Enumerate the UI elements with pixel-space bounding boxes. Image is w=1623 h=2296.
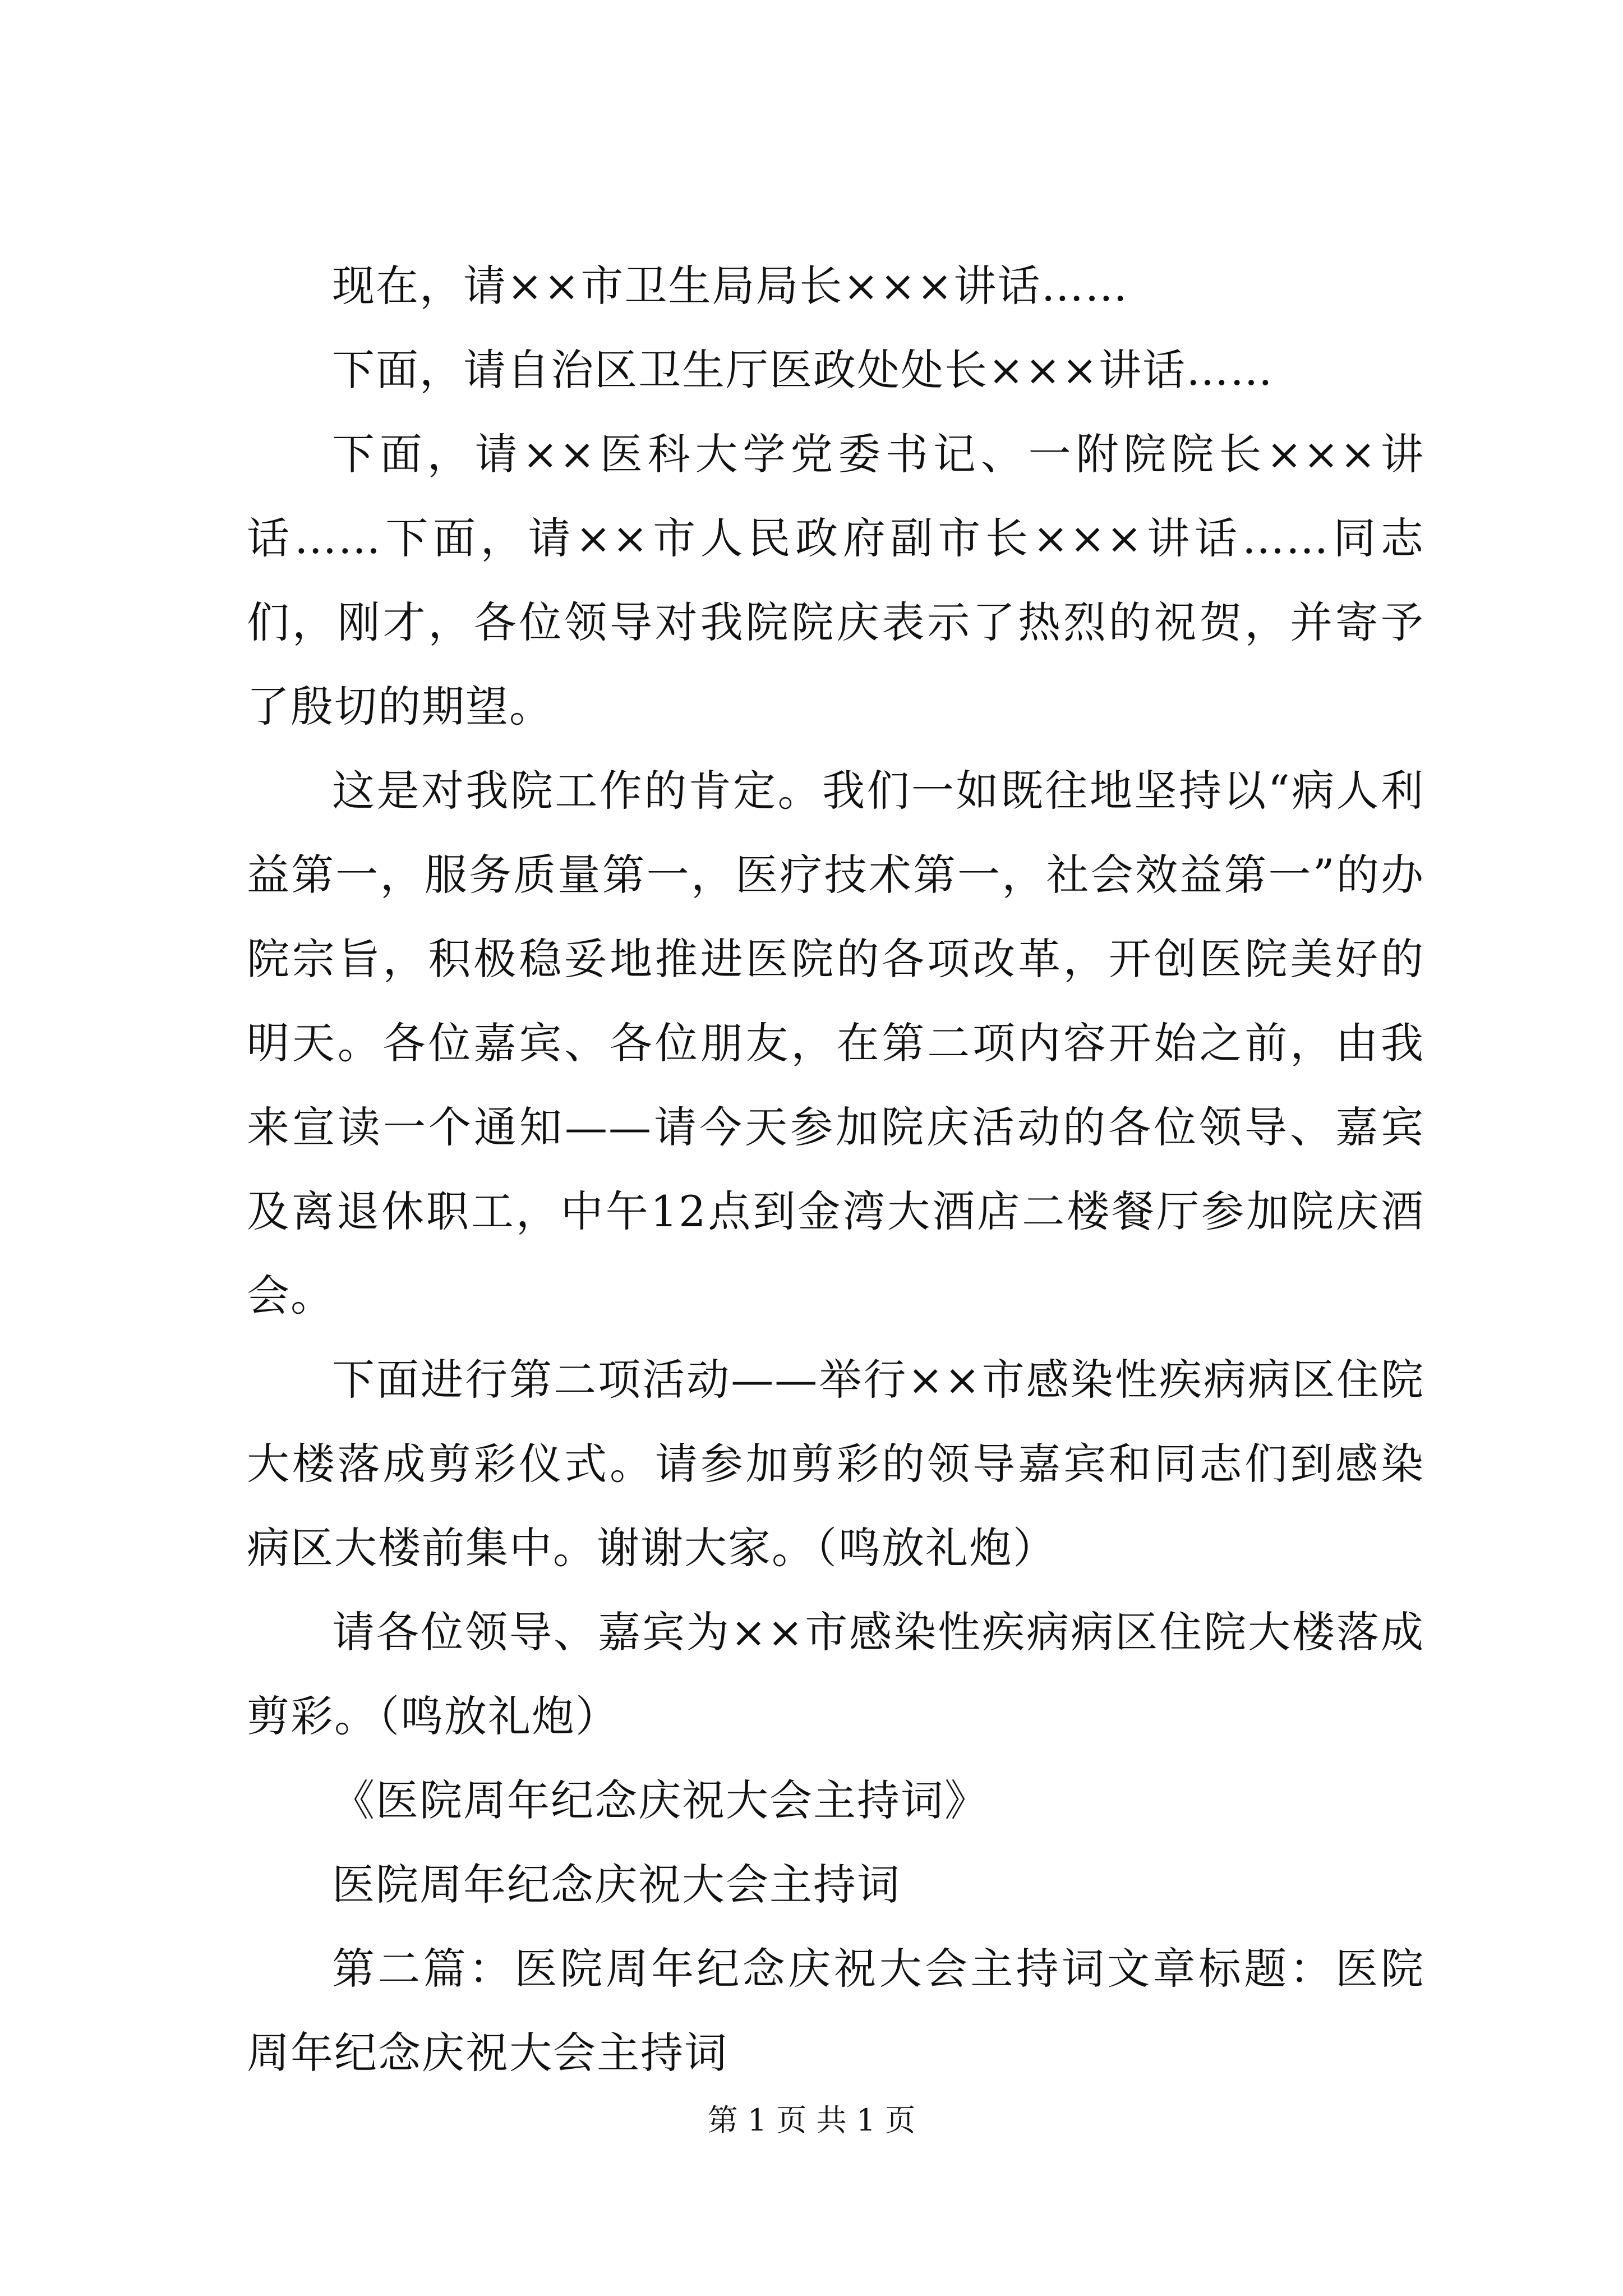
paragraph-4: 这是对我院工作的肯定。我们一如既往地坚持以“病人利益第一，服务质量第一，医疗技术第一，社会效益第一”的办院宗旨，积极稳妥地推进医院的各项改革，开创医院美好的明天。各位嘉宾、各位朋友，在第二项内容开始之前，由我来宣读一个通知——请今天参加院庆活动的各位领导、嘉宾及离退休职工，中午12点到金湾大酒店二楼餐厅参加院庆酒会。 bbox=[247, 766, 1424, 1320]
document-body bbox=[247, 244, 1424, 2095]
paragraph-8: 医院周年纪念庆祝大会主持词 bbox=[332, 1860, 901, 1910]
paragraph-2: 下面，请自治区卫生厅医政处处长×××讲话…… bbox=[332, 345, 1274, 395]
paragraph-1: 现在，请××市卫生局局长×××讲话…… bbox=[332, 261, 1129, 311]
paragraph-9: 第二篇：医院周年纪念庆祝大会主持词文章标题：医院周年纪念庆祝大会主持词 bbox=[247, 1944, 1424, 2078]
paragraph-6: 请各位领导、嘉宾为××市感染性疾病病区住院大楼落成剪彩。（鸣放礼炮） bbox=[247, 1607, 1424, 1741]
paragraph-7: 《医院周年纪念庆祝大会主持词》 bbox=[332, 1775, 988, 1825]
paragraph-5: 下面进行第二项活动——举行××市感染性疾病病区住院大楼落成剪彩仪式。请参加剪彩的领导嘉宾和同志们到感染病区大楼前集中。谢谢大家。（鸣放礼炮） bbox=[247, 1355, 1424, 1573]
page-number-label: 第 1 页 共 1 页 bbox=[707, 2102, 916, 2138]
paragraph-3: 下面，请××医科大学党委书记、一附院院长×××讲话……下面，请××市人民政府副市长×××讲话……同志们，刚才，各位领导对我院院庆表示了热烈的祝贺，并寄予了殷切的期望。 bbox=[247, 429, 1424, 731]
page-footer bbox=[0, 2098, 1623, 2143]
